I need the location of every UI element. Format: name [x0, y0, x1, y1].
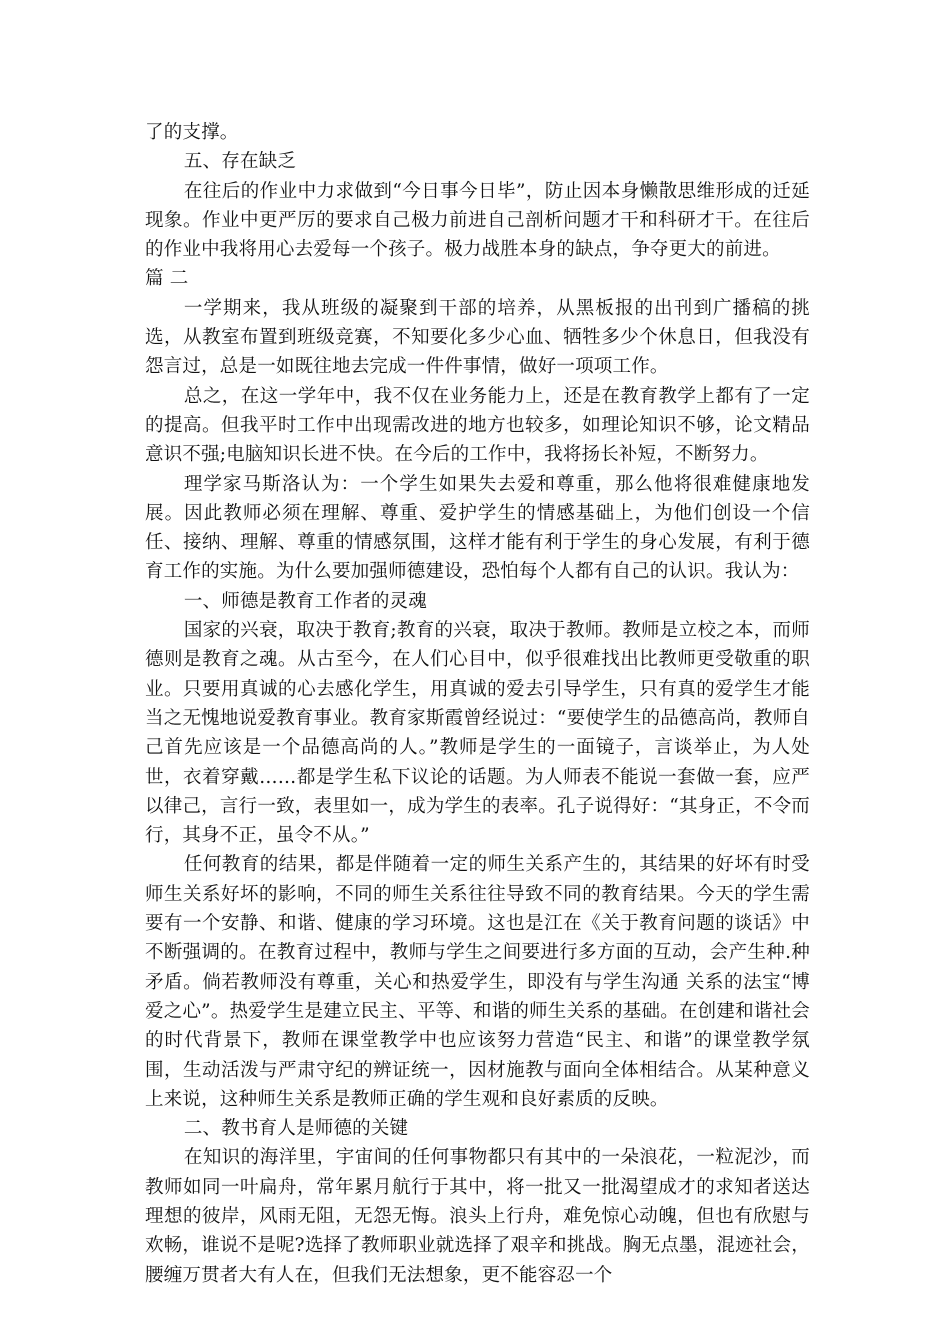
document-body	[145, 118, 810, 1290]
section-heading-teaching-key: 二、教书育人是师德的关键	[183, 1118, 409, 1140]
body-paragraph: 理学家马斯洛认为：一个学生如果失去爱和尊重，那么他将很难健康地发展。因此教师必须在理解、尊重、爱护学生的情感基础上，为他们创设一个信任、接纳、理解、尊重的情感氛围，这样才能有利于学生的身心发展，有利于德育工作的实施。为什么要加强师德建设，恐怕每个人都有自己的认识。我认为：	[145, 473, 810, 583]
body-paragraph: 任何教育的结果，都是伴随着一定的师生关系产生的，其结果的好坏有时受师生关系好坏的影响，不同的师生关系往往导致不同的教育结果。今天的学生需要有一个安静、和谐、健康的学习环境。这也是江在《关于教育问题的谈话》中不断强调的。在教育过程中，教师与学生之间要进行多方面的互动，会产生种.种矛盾。倘若教师没有尊重，关心和热爱学生，即没有与学生沟通 关系的法宝“博爱之心”。热爱学生是建立民主、平等、和谐的师生关系的基础。在创建和谐社会的时代背景下，教师在课堂教学中也应该努力营造“民主、和谐”的课堂教学氛围，生动活泼与严肃守纪的辨证统一，因材施教与面向全体相结合。从某种意义上来说，这种师生关系是教师正确的学生观和良好素质的反映。	[145, 854, 810, 1110]
body-paragraph: 在知识的海洋里，宇宙间的任何事物都只有其中的一朵浪花，一粒泥沙，而教师如同一叶扁舟，常年累月航行于其中，将一批又一批渴望成才的求知者送达理想的彼岸，风雨无阻，无怨无悔。浪头上行舟，难免惊心动魄，但也有欣慰与欢畅，谁说不是呢?选择了教师职业就选择了艰辛和挑战。胸无点墨，混迹社会，腰缠万贯者大有人在，但我们无法想象，更不能容忍一个	[145, 1147, 810, 1286]
part-label-two: 篇 二	[145, 268, 189, 290]
body-paragraph: 一学期来，我从班级的凝聚到干部的培养，从黑板报的出刊到广播稿的挑选，从教室布置到班级竞赛，不知要化多少心血、牺牲多少个休息日，但我没有怨言过，总是一如既往地去完成一件件事情，做好一项项工作。	[145, 297, 810, 378]
section-heading-shortcomings: 五、存在缺乏	[183, 151, 297, 173]
continuation-paragraph: 了的支撑。	[145, 122, 239, 143]
body-paragraph: 总之，在这一学年中，我不仅在业务能力上，还是在教育教学上都有了一定的提高。但我平时工作中出现需改进的地方也较多，如理论知识不够，论文精品意识不强;电脑知识长进不快。在今后的工作中，我将扬长补短，不断努力。	[145, 385, 810, 466]
section-heading-teacher-ethics-soul: 一、师德是教育工作者的灵魂	[183, 590, 427, 612]
body-paragraph: 在往后的作业中力求做到“今日事今日毕”，防止因本身懒散思维形成的迁延现象。作业中更严厉的要求自己极力前进自己剖析问题才干和科研才干。在往后的作业中我将用心去爱每一个孩子。极力战胜本身的缺点，争夺更大的前进。	[145, 180, 810, 261]
body-paragraph: 国家的兴衰，取决于教育;教育的兴衰，取决于教师。教师是立校之本，而师德则是教育之魂。从古至今，在人们心目中，似乎很难找出比教师更受敬重的职业。只要用真诚的心去感化学生，用真诚的爱去引导学生，只有真的爱学生才能当之无愧地说爱教育事业。教育家斯霞曾经说过：“要使学生的品德高尚，教师自己首先应该是一个品德高尚的人。”教师是学生的一面镜子，言谈举止，为人处世，衣着穿戴……都是学生私下议论的话题。为人师表不能说一套做一套，应严以律己，言行一致，表里如一，成为学生的表率。孔子说得好：“其身正，不令而行，其身不正，虽令不从。”	[145, 620, 810, 847]
